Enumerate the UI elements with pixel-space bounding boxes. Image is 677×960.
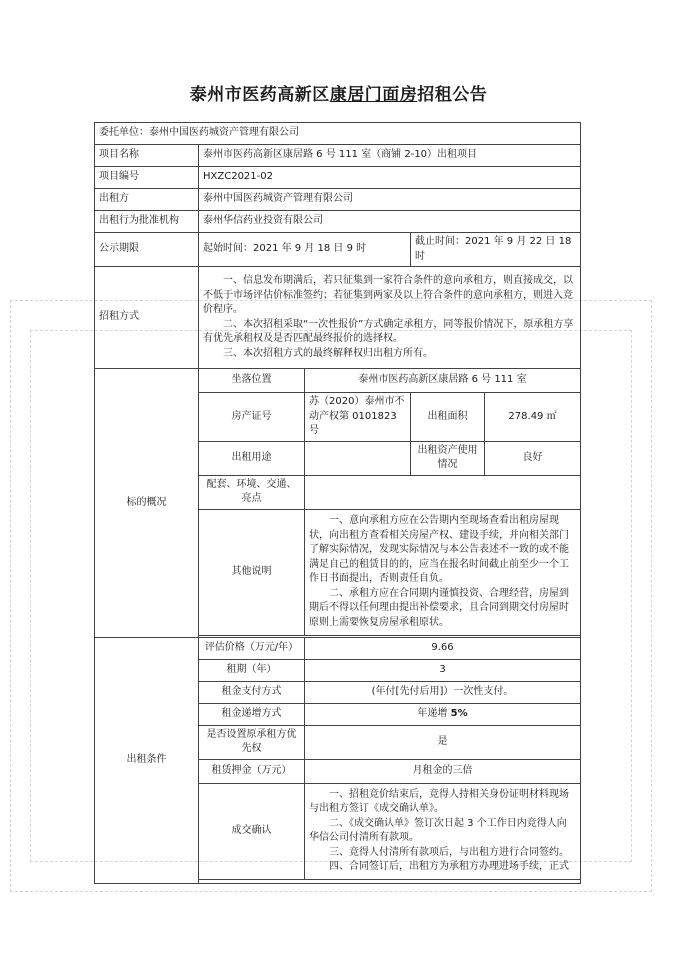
confirm-label: 成交确认: [199, 783, 305, 879]
priority-label: 是否设置原承租方优先权: [199, 725, 305, 759]
deposit-value: 月租金的三倍: [305, 759, 581, 783]
page-title: 泰州市医药高新区康居门面房招租公告: [189, 85, 488, 105]
confirm-paragraph-3: 三、竞得人付清所有款项后，与出租方进行合同签约。: [329, 846, 569, 858]
increase-label: 租金递增方式: [199, 703, 305, 725]
notice-table: [94, 122, 581, 884]
use-value: [305, 441, 411, 475]
price-value: 9.66: [305, 637, 581, 659]
lessor-value: 泰州中国医药城资产管理有限公司: [199, 189, 581, 211]
facilities-label: 配套、环境、交通、亮点: [199, 475, 305, 509]
method-row: [95, 267, 581, 369]
confirm-paragraph-1: 一、招租竞价结束后，竞得人持相关身份证明材料现场与出租方签订《成交确认单》。: [309, 788, 569, 814]
use-label: 出租用途: [199, 441, 305, 475]
lessor-row: [95, 189, 581, 211]
conditions-label: 出租条件: [95, 637, 199, 883]
project-name-label: 项目名称: [95, 145, 199, 167]
approver-label: 出租行为批准机构: [95, 211, 199, 233]
cert-label: 房产证号: [199, 393, 305, 442]
location-value: 泰州市医药高新区康居路 6 号 111 室: [305, 369, 581, 393]
increase-rate: 5%: [450, 707, 468, 719]
approver-value: 泰州华信药业投资有限公司: [199, 211, 581, 233]
increase-text: 年递增: [417, 707, 451, 719]
increase-value: [305, 703, 581, 725]
period-end: 截止时间：2021 年 9 月 22 日 18 时: [411, 233, 581, 267]
method-body: [199, 267, 581, 369]
term-value: 3: [305, 659, 581, 681]
method-paragraph-2: 二、本次招租采取“一次性报价”方式确定承租方，同等报价情况下，原承租方享有优先承租权及是否匹配最终报价的选择权。: [203, 318, 574, 344]
bottom-cell: [199, 879, 581, 883]
other-label: 其他说明: [199, 509, 305, 635]
other-paragraph-2: 二、承租方应在合同期内谨慎投资、合理经营，房屋到期后不得以任何理由提出补偿要求，且合同到期交付房屋时原则上需要恢复房屋承租原状。: [309, 587, 569, 628]
area-value: 278.49 ㎡: [485, 393, 581, 442]
period-start: 起始时间：2021 年 9 月 18 日 9 时: [199, 233, 411, 267]
price-row: [95, 637, 581, 659]
project-no-label: 项目编号: [95, 167, 199, 189]
area-label: 出租面积: [411, 393, 485, 442]
deposit-label: 租赁押金（万元）: [199, 759, 305, 783]
method-paragraph-1: 一、信息发布期满后，若只征集到一家符合条件的意向承租方，则直接成交，以不低于市场评估价标准签约；若征集到两家及以上符合条件的意向承租方，则进入竞价程序。: [203, 275, 573, 315]
payment-value: (年付[先付后用]）一次性支付。: [305, 681, 581, 703]
project-no-value: HXZC2021-02: [199, 167, 581, 189]
price-label: 评估价格（万元/年）: [199, 637, 305, 659]
condition-value: 良好: [485, 441, 581, 475]
entrust-text: 委托单位：泰州中国医药城资产管理有限公司: [95, 123, 581, 145]
location-label: 坐落位置: [199, 369, 305, 393]
location-row: [95, 369, 581, 393]
confirm-body: [305, 783, 581, 879]
lessor-label: 出租方: [95, 189, 199, 211]
method-label: 招租方式: [95, 267, 199, 369]
overview-label: 标的概况: [95, 369, 199, 638]
confirm-paragraph-2: 二、《成交确认单》签订次日起 3 个工作日内竞得人向华信公司付清所有款项。: [309, 817, 567, 843]
project-name-value: 泰州市医药高新区康居路 6 号 111 室（商铺 2-10）出租项目: [199, 145, 581, 167]
project-no-row: [95, 167, 581, 189]
approver-row: [95, 211, 581, 233]
entrust-row: [95, 123, 581, 145]
priority-value: 是: [305, 725, 581, 759]
confirm-paragraph-4: 四、合同签订后，出租方为承租方办理进场手续，正式: [329, 861, 569, 872]
cert-value: 苏（2020）泰州市不动产权第 0101823 号: [305, 393, 411, 442]
other-body: [305, 509, 581, 635]
other-paragraph-1: 一、意向承租方应在公告期内至现场查看出租房屋现状，向出租方查看相关房屋产权、建设手续，并向相关部门了解实际情况，发现实际情况与本公告表述不一致的或不能满足自己的租赁目的的，应当在报名时间截止前至少一个工作日书面提出，否则责任自负。: [309, 515, 569, 584]
facilities-value: [305, 475, 581, 509]
period-row: [95, 233, 581, 267]
project-name-row: [95, 145, 581, 167]
period-label: 公示期限: [95, 233, 199, 267]
method-paragraph-3: 三、本次招租方式的最终解释权归出租方所有。: [223, 347, 433, 359]
condition-label: 出租资产使用情况: [411, 441, 485, 475]
term-label: 租期（年）: [199, 659, 305, 681]
payment-label: 租金支付方式: [199, 681, 305, 703]
